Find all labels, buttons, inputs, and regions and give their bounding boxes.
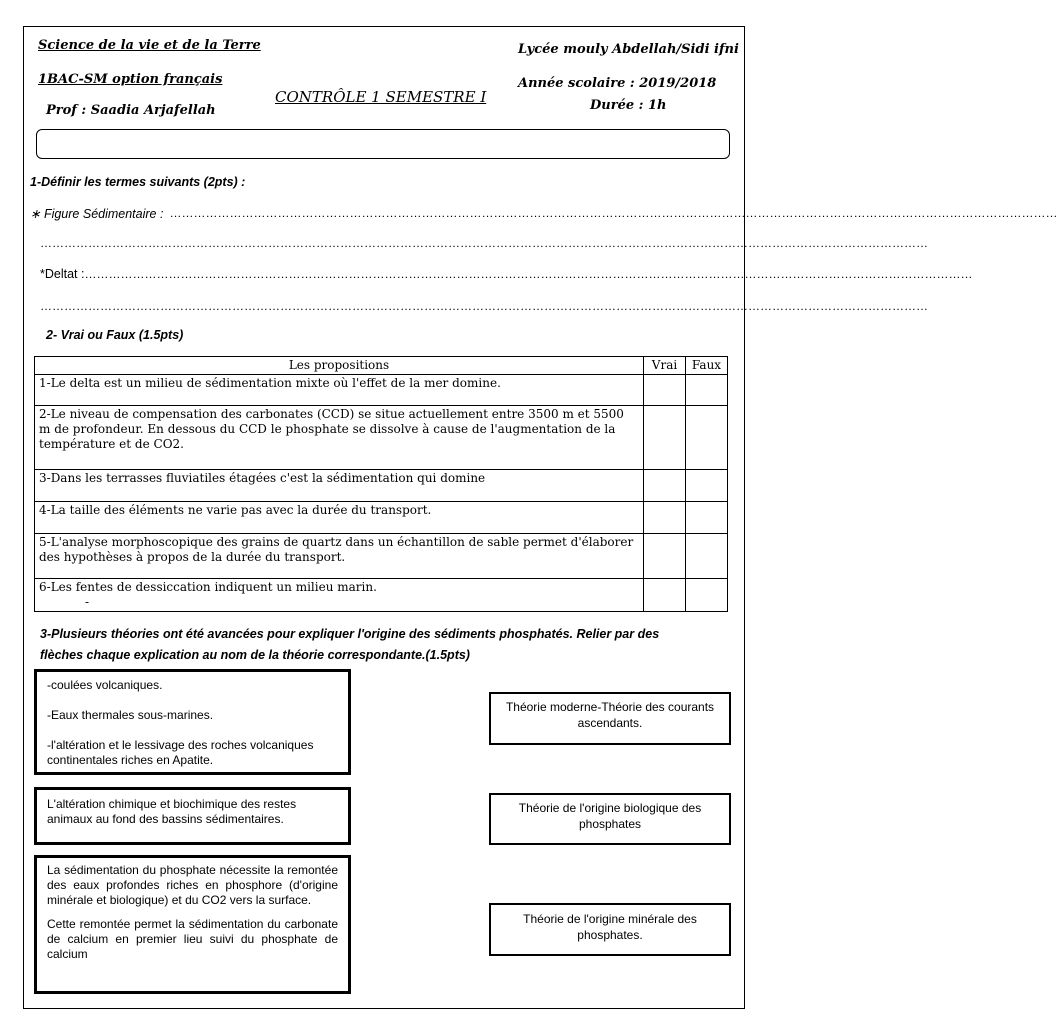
teacher-label: Prof : Saadia Arjafellah	[46, 103, 216, 118]
theory-1-label: Théorie moderne-Théorie des courants ascendants.	[505, 700, 715, 730]
proposition-6-dash: -	[85, 595, 90, 609]
q1-term1-row	[30, 206, 1057, 222]
faux-cell[interactable]	[686, 375, 728, 406]
proposition-1: 1-Le delta est un milieu de sédimentation mixte où l'effet de la mer domine.	[35, 375, 644, 406]
vrai-cell[interactable]	[644, 470, 686, 502]
explanation-1-line: -l'altération et le lessivage des roches volcaniques continentales riches en Apatite.	[47, 738, 314, 767]
explanation-1-line: -coulées volcaniques.	[47, 678, 163, 692]
faux-cell[interactable]	[686, 534, 728, 579]
q3-heading-line1: 3-Plusieurs théories ont été avancées pour expliquer l'origine des sédiments phosphatés. Relier par des	[40, 627, 660, 641]
col-faux: Faux	[686, 357, 728, 375]
school-label: Lycée mouly Abdellah/Sidi ifni	[518, 42, 739, 57]
vrai-cell[interactable]	[644, 406, 686, 470]
proposition-6	[35, 579, 644, 612]
school-year: Année scolaire : 2019/2018	[518, 76, 717, 91]
explanation-3-para1: La sédimentation du phosphate nécessite la remontée des eaux profondes riches en phosphore (d'origine minérale et biologique) et du CO2 vers la surface.	[47, 863, 338, 907]
proposition-6-text: 6-Les fentes de dessiccation indiquent un milieu marin.	[39, 580, 377, 594]
faux-cell[interactable]	[686, 579, 728, 612]
explanation-2-text: L'altération chimique et biochimique des restes animaux au fond des bassins sédimentaires.	[47, 797, 297, 826]
level-label: 1BAC-SM option français	[38, 72, 223, 87]
explanation-box-1[interactable]	[34, 669, 351, 775]
student-name-box[interactable]	[36, 129, 730, 159]
page-title: CONTRÔLE 1 SEMESTRE I	[275, 88, 487, 106]
faux-cell[interactable]	[686, 502, 728, 534]
explanation-box-2[interactable]	[34, 787, 351, 845]
col-vrai: Vrai	[644, 357, 686, 375]
term-figure-label: ∗ Figure Sédimentaire :	[30, 207, 164, 221]
theory-box-2[interactable]	[489, 793, 731, 845]
subject-label: Science de la vie et de la Terre	[38, 38, 261, 53]
explanation-3-para2: Cette remontée permet la sédimentation du carbonate de calcium en premier lieu suivi du phosphate de calcium	[47, 917, 338, 961]
faux-cell[interactable]	[686, 470, 728, 502]
proposition-5: 5-L'analyse morphoscopique des grains de quartz dans un échantillon de sable permet d'élaborer des hypothèses à propos de la durée du transport.	[35, 534, 644, 579]
answer-line[interactable]: ……………………………………………………………………………………………………………………………………………………………………………………………………	[169, 206, 1057, 220]
theory-box-3[interactable]	[489, 903, 731, 956]
answer-line[interactable]: ……………………………………………………………………………………………………………………………………………………………………………………………………	[40, 236, 928, 250]
theory-2-label: Théorie de l'origine biologique des phosphates	[518, 801, 702, 831]
proposition-3: 3-Dans les terrasses fluviatiles étagées c'est la sédimentation qui domine	[35, 470, 644, 502]
proposition-4: 4-La taille des éléments ne varie pas avec la durée du transport.	[35, 502, 644, 534]
vrai-cell[interactable]	[644, 375, 686, 406]
explanation-1-line: -Eaux thermales sous-marines.	[47, 708, 214, 722]
q2-heading: 2- Vrai ou Faux (1.5pts)	[46, 328, 184, 342]
term-delta-label: *Deltat :	[40, 267, 85, 281]
explanation-box-3[interactable]	[34, 855, 351, 994]
vrai-cell[interactable]	[644, 579, 686, 612]
answer-line[interactable]: ……………………………………………………………………………………………………………………………………………………………………………………………………	[40, 299, 928, 313]
proposition-2: 2-Le niveau de compensation des carbonates (CCD) se situe actuellement entre 3500 m et 5500 m de profondeur. En dessous du CCD le phosphate se dissolve à cause de l'augmentation de la température et de CO2.	[35, 406, 644, 470]
col-propositions: Les propositions	[35, 357, 644, 375]
duration-label: Durée : 1h	[590, 98, 667, 113]
true-false-table	[34, 356, 728, 612]
q3-heading-line2: flèches chaque explication au nom de la théorie correspondante.(1.5pts)	[40, 648, 470, 662]
theory-3-label: Théorie de l'origine minérale des phosphates.	[523, 912, 697, 942]
q1-heading: 1-Définir les termes suivants (2pts) :	[30, 175, 246, 189]
vrai-cell[interactable]	[644, 534, 686, 579]
q1-term2-row	[40, 267, 973, 283]
vrai-cell[interactable]	[644, 502, 686, 534]
theory-box-1[interactable]	[489, 692, 731, 745]
faux-cell[interactable]	[686, 406, 728, 470]
answer-line[interactable]: ……………………………………………………………………………………………………………………………………………………………………………………………………	[84, 267, 973, 281]
